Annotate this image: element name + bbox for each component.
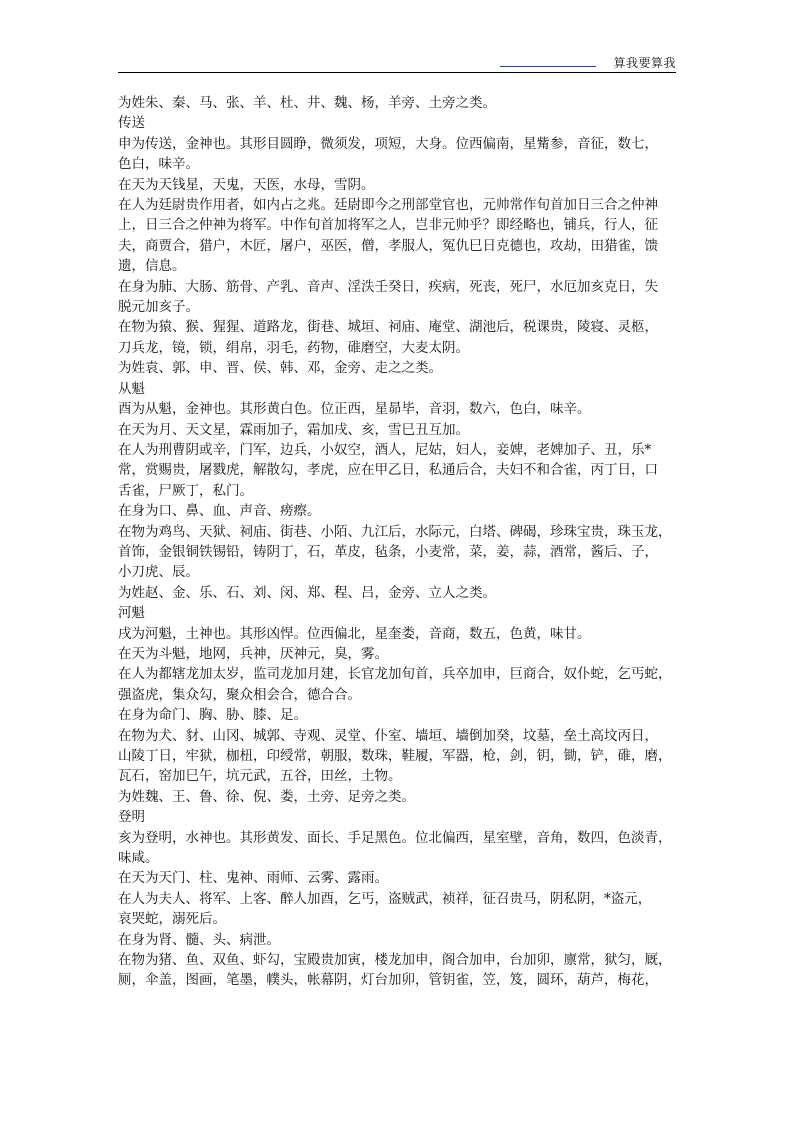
- text-line: 脱元加亥子。: [118, 299, 199, 316]
- text-line: 遗，信息。: [118, 258, 186, 275]
- text-line: 在物为犬、豺、山冈、城郭、寺观、灵堂、仆室、墙垣、墙倒加癸，坟墓，垒土高坟丙日，: [118, 727, 658, 744]
- text-line: 在人为刑曹阴或辛，门军，边兵，小奴空，酒人，尼姑，妇人，妾婢，老婢加子、丑，乐*: [118, 441, 652, 458]
- text-line: 戌为河魁，土神也。其形凶悍。位西偏北，星奎娄，音商，数五，色黄，味甘。: [118, 625, 591, 642]
- text-line: 小刀虎、辰。: [118, 564, 199, 581]
- text-line: 登明: [118, 809, 145, 826]
- text-line: 在物为鸡鸟、天狱、祠庙、街巷、小陌、九江后，水际元，白塔、碑碣，珍珠宝贵，珠玉龙，: [118, 523, 672, 540]
- text-line: 刀兵龙，镜，锁，绢帛，羽毛，药物，碓磨空，大麦太阴。: [118, 339, 469, 356]
- text-line: 为姓袁、郭、申、晋、侯、韩、邓，金旁、走之之类。: [118, 360, 442, 377]
- text-line: 在天为月、天文星，霖雨加子，霜加戌、亥，雪巳丑互加。: [118, 421, 469, 438]
- header-title: 算我要算我: [613, 56, 676, 70]
- text-line: 在身为肺、大肠、筋骨、产乳、音声、淫泆壬癸日，疾病，死丧，死尸，水厄加亥克日，失: [118, 278, 658, 295]
- text-line: 厕，伞盖，图画，笔墨，幞头，帐幕阴，灯台加卯，管钥雀，笠，笈，圆环，葫芦，梅花，: [118, 972, 658, 989]
- text-line: 亥为登明，水神也。其形黄发、面长、手足黑色。位北偏西，星室壁，音角，数四，色淡青，: [118, 829, 672, 846]
- page-header: [118, 52, 676, 73]
- text-line: 在天为天门、柱、鬼神、雨师、云雾、露雨。: [118, 870, 388, 887]
- text-line: 在人为廷尉贵作用者，如内占之兆。廷尉即今之刑部堂官也，元帅常作旬首加日三合之仲神: [118, 197, 658, 214]
- header-link-underline[interactable]: [500, 65, 596, 67]
- text-line: 在天为天钱星，天鬼，天医，水母，雪阴。: [118, 176, 375, 193]
- text-line: 酉为从魁，金神也。其形黄白色。位正西，星昴毕，音羽，数六，色白，味辛。: [118, 401, 591, 418]
- text-line: 在物为猿、猴、猩猩、道路龙，街巷、城垣、祠庙、庵堂、湖池后，税课贵，陵寝、灵柩，: [118, 319, 658, 336]
- text-line: 在人为夫人、将军、上客、醉人加酉，乞丐，盗贼武，祯祥，征召贵马，阴私阴，*盗元，: [118, 890, 652, 907]
- text-line: 在身为命门、胸、胁、膝、足。: [118, 707, 307, 724]
- text-line: 在人为都辖龙加太岁，监司龙加月建，长官龙加旬首，兵卒加申，巨商合，奴仆蛇，乞丐蛇，: [118, 666, 672, 683]
- text-line: 瓦石，窑加巳午，坑元武，五谷，田丝，土物。: [118, 768, 402, 785]
- text-line: 味咸。: [118, 850, 159, 867]
- text-line: 传送: [118, 115, 145, 132]
- text-line: 在天为斗魁，地网，兵神，厌神元，臭，雾。: [118, 645, 388, 662]
- text-line: 在物为猪、鱼、双鱼、虾勾，宝殿贵加寅，楼龙加申，阁合加申，台加卯，廪常，狱匀，厩，: [118, 952, 672, 969]
- text-line: 在身为口、鼻、血、声音、痨瘵。: [118, 503, 321, 520]
- text-line: 为姓魏、王、鲁、徐、倪、娄，土旁、足旁之类。: [118, 788, 415, 805]
- text-line: 强盗虎，集众勾，聚众相会合，德合合。: [118, 686, 361, 703]
- text-line: 从魁: [118, 380, 145, 397]
- text-line: 申为传送，金神也。其形目圆睁，微须发，项短，大身。位西偏南，星觜参，音征，数七，: [118, 135, 658, 152]
- document-body: [118, 93, 678, 991]
- text-line: 色白，味辛。: [118, 156, 199, 173]
- text-line: 夫，商贾合，猎户，木匠，屠户，巫医，僧，孝服人，冤仇巳日克德也，攻劫，田猎雀，馈: [118, 237, 658, 254]
- text-line: 哀哭蛇，溺死后。: [118, 911, 226, 928]
- text-line: 在身为肾、髓、头、病泄。: [118, 931, 280, 948]
- text-line: 为姓赵、金、乐、石、刘、闵、郑、程、吕，金旁、立人之类。: [118, 584, 496, 601]
- text-line: 河魁: [118, 605, 145, 622]
- text-line: 常，赏赐贵，屠戮虎，解散勾，孝虎，应在甲乙日，私通后合，夫妇不和合雀，丙丁日，口: [118, 462, 658, 479]
- text-line: 上，日三合之仲神为将军。中作旬首加将军之人，岂非元帅乎？即经略也，铺兵，行人，征: [118, 217, 658, 234]
- text-line: 首饰，金银铜铁锡铅，铸阴丁，石，革皮，毡条，小麦常，菜，姜，蒜，酒常，酱后、子，: [118, 543, 658, 560]
- text-line: 为姓朱、秦、马、张、羊、杜、井、魏、杨，羊旁、土旁之类。: [118, 95, 496, 111]
- text-line: 舌雀，尸厥丁，私门。: [118, 482, 253, 499]
- text-line: 山陵丁日，牢狱，枷杻，印绶常，朝服，数珠，鞋履，军器，枪，剑，钥，锄，铲，碓，磨，: [118, 748, 672, 764]
